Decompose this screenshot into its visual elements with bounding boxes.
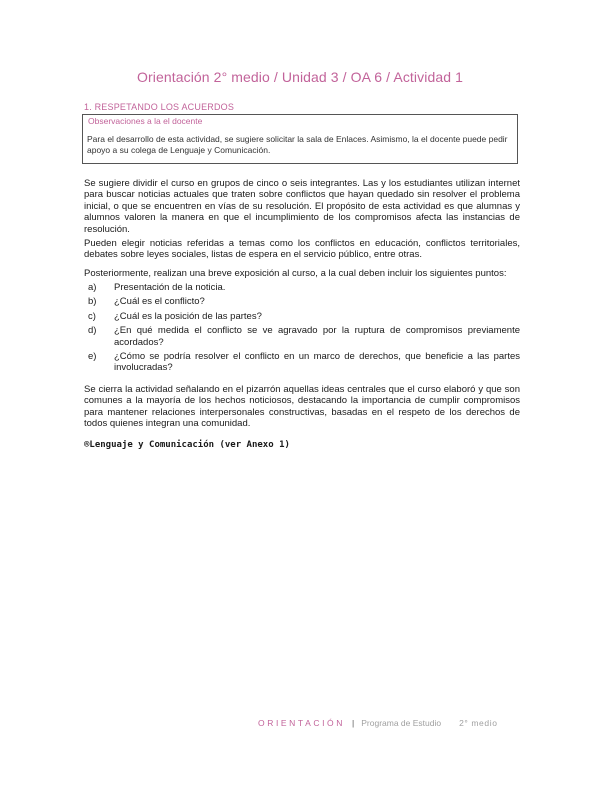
presentation-points-list <box>88 282 520 377</box>
paragraph-presentation: Posteriormente, realizan una breve exposición al curso, a la cual deben incluir los siguientes puntos: <box>84 268 507 279</box>
list-item-text: ¿Cómo se podría resolver el conflicto en un marco de derechos, que beneficie a las partes involucradas? <box>114 351 520 374</box>
list-item <box>88 282 520 293</box>
list-item <box>88 296 520 307</box>
section-heading: 1. RESPETANDO LOS ACUERDOS <box>84 102 235 112</box>
list-item-text: ¿Cuál es la posición de las partes? <box>114 310 262 322</box>
teacher-observations-box <box>82 114 518 164</box>
paragraph-topics: Pueden elegir noticias referidas a temas como los conflictos en educación, conflictos territoriales, debates sobre leyes sociales, listas de espera en el servicio público, entre otras. <box>84 238 520 261</box>
list-marker: e) <box>88 351 97 363</box>
footer-brand: ORIENTACIÓN <box>258 718 346 728</box>
list-item-text: ¿Cuál es el conflicto? <box>114 296 205 308</box>
list-item <box>88 351 520 374</box>
observations-title: Observaciones a la el docente <box>88 116 203 126</box>
observations-text: Para el desarrollo de esta actividad, se sugiere solicitar la sala de Enlaces. Asimismo, la el docente puede pedir apoyo a su colega de Lenguaje y Comunicación. <box>87 134 508 155</box>
footer-program: Programa de Estudio <box>361 718 442 728</box>
resource-reference: ®Lenguaje y Comunicación (ver Anexo 1) <box>84 440 290 450</box>
list-marker: b) <box>88 296 97 308</box>
list-marker: c) <box>88 310 96 322</box>
list-item <box>88 325 520 348</box>
list-item-text: ¿En qué medida el conflicto se ve agravado por la ruptura de compromisos previamente acordados? <box>114 325 520 348</box>
footer-grade: 2° medio <box>459 718 498 728</box>
list-item-text: Presentación de la noticia. <box>114 282 226 293</box>
paragraph-instructions: Se sugiere dividir el curso en grupos de cinco o seis integrantes. Las y los estudiantes utilizan internet para buscar noticias actuales que traten sobre conflictos que hayan quedado sin resolver el problema inicial, o que se encuentren en vías de su resolución. El propósito de esta actividad es que alumnas y alumnos valoren la manera en que el incumplimiento de los compromisos afecta las instancias de resolución. <box>84 178 520 235</box>
page-title: Orientación 2° medio / Unidad 3 / OA 6 / Actividad 1 <box>137 69 463 85</box>
paragraph-closing: Se cierra la actividad señalando en el pizarrón aquellas ideas centrales que el curso elaboró y que son comunes a la mayoría de los hechos noticiosos, destacando la importancia de cumplir compromisos para mantener relaciones interpersonales constructivas, basadas en el respeto de los derechos de todos quienes integran una comunidad. <box>84 384 520 430</box>
list-marker: d) <box>88 325 97 337</box>
page-footer <box>258 718 498 728</box>
list-item <box>88 311 520 322</box>
footer-separator: | <box>352 718 355 728</box>
list-marker: a) <box>88 282 97 293</box>
